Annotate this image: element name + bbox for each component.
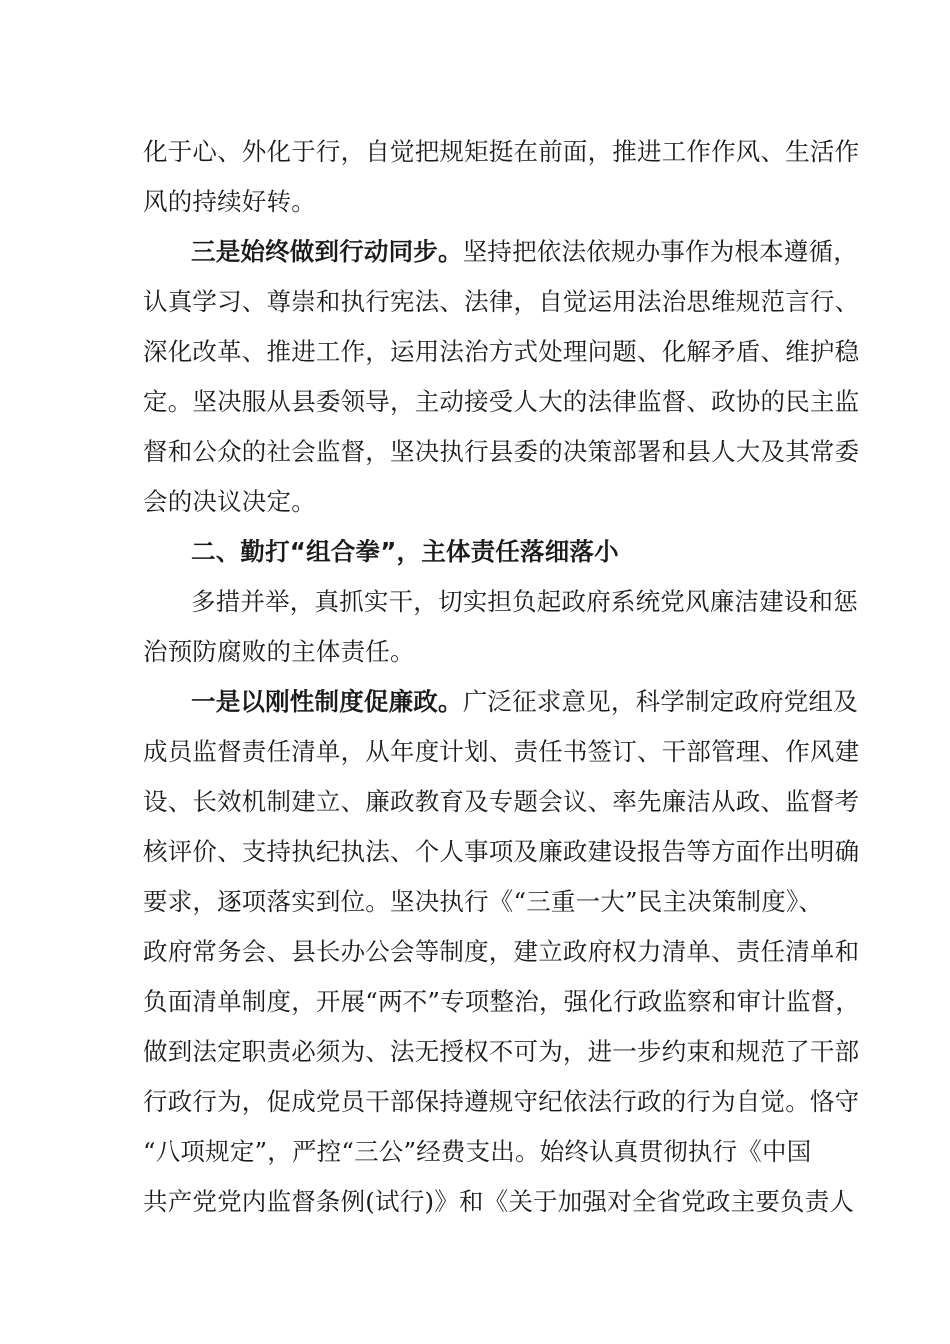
paragraph-2-line-1-text: 坚持把依法依规办事作为根本遵循， (462, 237, 858, 266)
paragraph-4-line-6: 政府常务会、县长办公会等制度，建立政府权力清单、责任清单和 (143, 937, 860, 966)
paragraph-4-line-11: 共产党党内监督条例(试行)》和《关于加强对全省党政主要负责人 (143, 1187, 855, 1216)
paragraph-1-line-1: 化于心、外化于行，自觉把规矩挺在前面，推进工作作风、生活作 (143, 137, 860, 166)
paragraph-2-line-4: 定。坚决服从县委领导，主动接受人大的法律监督、政协的民主监 (143, 387, 860, 416)
paragraph-4-line-1 (191, 684, 858, 720)
paragraph-4-line-1-text: 广泛征求意见，科学制定政府党组及 (462, 687, 858, 716)
paragraph-2-lead: 三是始终做到行动同步。 (191, 237, 463, 266)
paragraph-1-line-2: 风的持续好转。 (143, 187, 316, 216)
paragraph-2-line-3: 深化改革、推进工作，运用法治方式处理问题、化解矛盾、维护稳 (143, 337, 860, 366)
paragraph-4-line-10: “八项规定”，严控“三公”经费支出。始终认真贯彻执行《中国 (143, 1137, 812, 1166)
paragraph-4-line-2: 成员监督责任清单，从年度计划、责任书签订、干部管理、作风建 (143, 737, 860, 766)
paragraph-2-line-2: 认真学习、尊崇和执行宪法、法律，自觉运用法治思维规范言行、 (143, 287, 860, 316)
paragraph-3-line-1: 多措并举，真抓实干，切实担负起政府系统党风廉洁建设和惩 (191, 587, 858, 616)
paragraph-2-line-5: 督和公众的社会监督，坚决执行县委的决策部署和县人大及其常委 (143, 437, 860, 466)
paragraph-2-line-6: 会的决议决定。 (143, 487, 316, 516)
paragraph-4-lead: 一是以刚性制度促廉政。 (191, 687, 463, 716)
section-heading: 二、勤打“组合拳”，主体责任落细落小 (191, 537, 619, 566)
paragraph-4-line-8: 做到法定职责必须为、法无授权不可为，进一步约束和规范了干部 (143, 1037, 860, 1066)
paragraph-2-line-1 (191, 234, 858, 270)
paragraph-4-line-4: 核评价、支持执纪执法、个人事项及廉政建设报告等方面作出明确 (143, 837, 860, 866)
paragraph-4-line-5: 要求，逐项落实到位。坚决执行《“三重一大”民主决策制度》、 (143, 887, 824, 916)
paragraph-4-line-9: 行政行为，促成党员干部保持遵规守纪依法行政的行为自觉。恪守 (143, 1087, 860, 1116)
paragraph-3-line-2: 治预防腐败的主体责任。 (143, 637, 415, 666)
paragraph-4-line-3: 设、长效机制建立、廉政教育及专题会议、率先廉洁从政、监督考 (143, 787, 860, 816)
paragraph-4-line-7: 负面清单制度，开展“两不”专项整治，强化行政监察和审计监督， (143, 987, 861, 1016)
